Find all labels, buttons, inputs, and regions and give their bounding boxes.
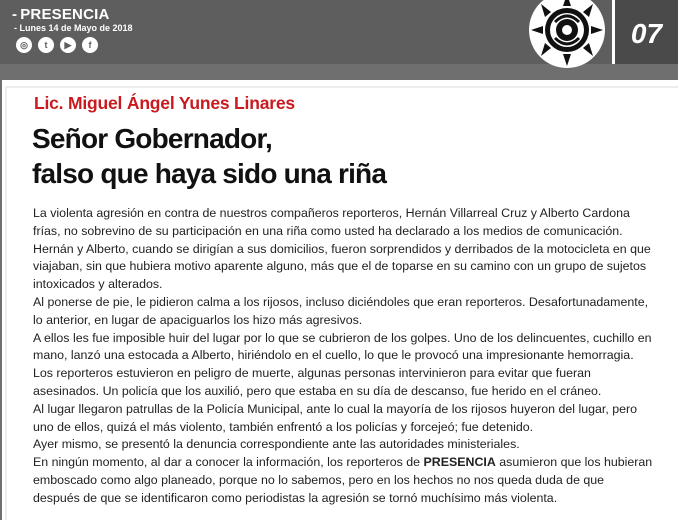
headline-line-1: Señor Gobernador, [32, 123, 272, 154]
paragraph: La violenta agresión en contra de nuestros compañeros reporteros, Hernán Villarreal Cruz y Alberto Cardona frías, no sobrevino de su participación en una riña como usted ha declarado a los medios de comunicación. [33, 206, 630, 238]
headline-line-2: falso que haya sido una riña [32, 158, 387, 189]
paragraph: Los reporteros estuvieron en peligro de muerte, algunas personas intervinieron para evitar que fueran asesinados. Un policía que los auxilió, pero que estaba en su día de descanso, fue herido en el cráneo. [33, 366, 602, 398]
paragraph-text: En ningún momento, al dar a conocer la información, los reporteros de [33, 455, 424, 470]
article-headline [32, 121, 632, 191]
page-number: 07 [630, 18, 663, 49]
facebook-icon[interactable]: f [82, 37, 98, 53]
issue-date: - Lunes 14 de Mayo de 2018 [14, 23, 133, 33]
paragraph: A ellos les fue imposible huir del lugar por lo que se cubrieron de los golpes. Uno de los delincuentes, cuchillo en mano, lanzó una estocada a Alberto, hiriéndolo en el cuello, lo que le provocó una impresionante hemorragia. [33, 330, 652, 363]
brand-dash: - [12, 6, 18, 23]
brand-text: PRESENCIA [20, 6, 110, 23]
article-body [33, 205, 653, 508]
paragraph: Al ponerse de pie, le pidieron calma a los rijosos, incluso diciéndoles que eran reporteros. Desafortunadamente, lo anterior, en lugar de apaciguarlos los hizo más agresivos. [33, 294, 649, 327]
paragraph: Al lugar llegaron patrullas de la Policía Municipal, ante lo cual la mayoría de los rijosos huyeron del lugar, pero uno de ellos, quizá el más violento, también enfrentó a los policías y forcejeó; fue detenido. [33, 401, 638, 434]
paragraph-text: asumieron que los hubieran emboscado como algo planeado, porque no lo sabemos, pero en los hechos no nos queda duda de que después de que se identificaron como periodistas la agresión se tornó muchísimo más violenta. [33, 455, 653, 505]
youtube-icon[interactable]: ▶ [60, 37, 76, 53]
instagram-icon[interactable]: ◎ [16, 37, 32, 53]
page-number-box [612, 0, 678, 64]
social-icons [16, 37, 98, 53]
article-author: Lic. Miguel Ángel Yunes Linares [34, 93, 295, 113]
twitter-icon[interactable]: t [38, 37, 54, 53]
sun-seal-icon [525, 0, 611, 70]
paragraph [33, 454, 653, 507]
paragraph: Ayer mismo, se presentó la denuncia correspondiente ante las autoridades ministeriales. [33, 437, 520, 452]
paragraph: Hernán y Alberto, cuando se dirigían a sus domicilios, fueron sorprendidos y derribados de la motocicleta en que viajaban, sin que hubiera motivo aparente alguno, más que el de toparse en su camino con un grupo de sujetos intoxicados y alterados. [33, 241, 651, 292]
newspaper-name-inline: PRESENCIA [423, 455, 496, 470]
brand-name [12, 6, 110, 23]
